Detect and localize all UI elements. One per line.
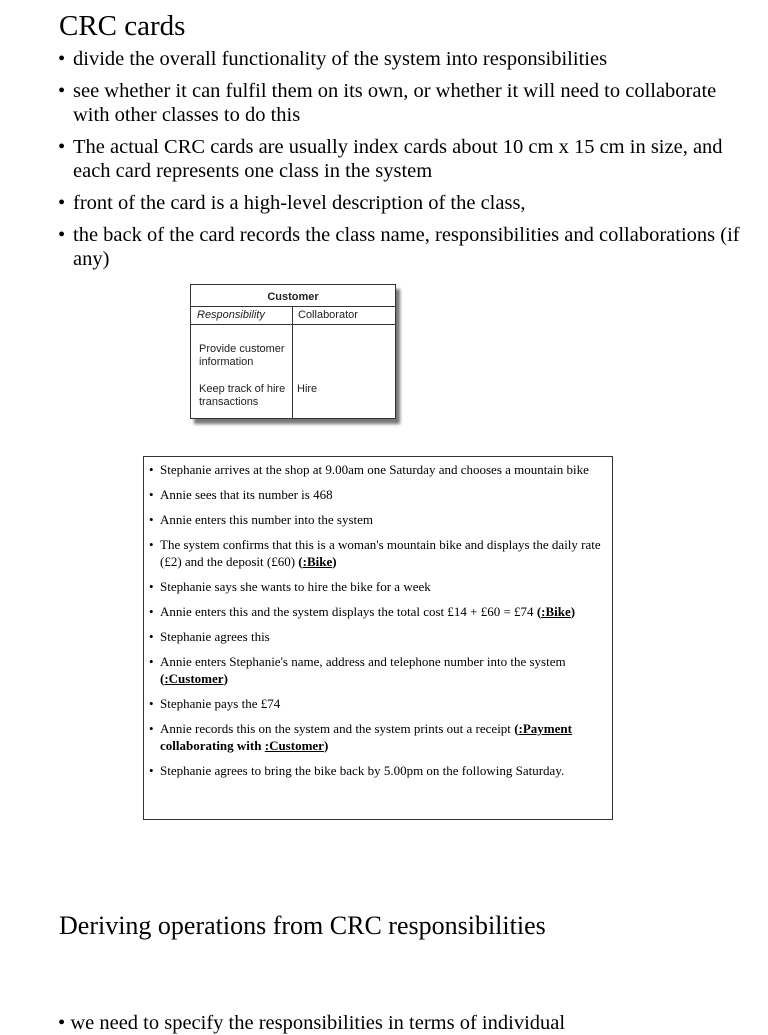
bullet-item-partial — [58, 1011, 565, 1035]
scenario-object-ref: (:Customer) — [160, 671, 228, 686]
object-name: :Bike — [541, 604, 571, 619]
crc-card-responsibility-header: Responsibility — [197, 309, 265, 321]
crc-card-header-rule — [191, 324, 395, 325]
ref-text: collaborating with — [160, 738, 262, 753]
scenario-text: Stephanie arrives at the shop at 9.00am one Saturday and chooses a mountain bike — [160, 462, 589, 477]
scenario-item — [149, 486, 604, 503]
bullet-text: see whether it can fulfil them on its own, or whether it will need to collaborate with other classes to do this — [73, 80, 717, 126]
scenario-bullet-dot: • — [149, 604, 154, 619]
scenario-bullet-dot: • — [149, 763, 154, 778]
object-name: :Customer — [264, 738, 324, 753]
bullet-list — [58, 47, 748, 279]
scenario-list — [149, 461, 604, 779]
page-title: CRC cards — [59, 10, 186, 42]
crc-card-collaborator: Hire — [297, 383, 318, 395]
scenario-object-ref: (:Payment collaborating with :Customer) — [160, 721, 572, 753]
crc-card-responsibility: Keep track of hire transactions — [199, 383, 286, 408]
bullet-dot: • — [58, 224, 66, 246]
scenario-item — [149, 536, 604, 570]
scenario-text: Annie sees that its number is 468 — [160, 487, 333, 502]
scenario-object-ref: (:Bike) — [536, 604, 576, 619]
scenario-text: Annie records this on the system and the system prints out a receipt — [160, 721, 511, 736]
scenario-item — [149, 653, 604, 687]
section-heading: Deriving operations from CRC responsibilities — [59, 911, 546, 940]
object-name: :Payment — [518, 721, 572, 736]
bullet-item — [58, 223, 748, 271]
scenario-item — [149, 578, 604, 595]
scenario-bullet-dot: • — [149, 512, 154, 527]
scenario-text: Annie enters Stephanie's name, address and telephone number into the system — [160, 654, 566, 669]
bullet-dot: • — [58, 1012, 66, 1034]
scenario-item — [149, 628, 604, 645]
bullet-item — [58, 135, 748, 183]
bullet-item — [58, 79, 748, 127]
scenario-bullet-dot: • — [149, 579, 154, 594]
scenario-text: Stephanie agrees to bring the bike back by 5.00pm on the following Saturday. — [160, 763, 565, 778]
crc-card-responsibility: Provide customer information — [199, 343, 285, 368]
bullet-text: the back of the card records the class name, responsibilities and collaborations (if any) — [73, 224, 740, 270]
object-name: :Customer — [164, 671, 224, 686]
crc-card-class-name: Customer — [191, 285, 395, 307]
bullet-dot: • — [58, 80, 66, 102]
scenario-box — [143, 456, 613, 820]
scenario-bullet-dot: • — [149, 487, 154, 502]
scenario-text: Stephanie agrees this — [160, 629, 270, 644]
scenario-text: Annie enters this and the system displays the total cost £14 + £60 = £74 — [160, 604, 534, 619]
bullet-text: we need to specify the responsibilities in terms of individual — [70, 1012, 566, 1034]
bullet-text: front of the card is a high-level description of the class, — [73, 192, 526, 214]
bullet-text: divide the overall functionality of the system into responsibilities — [73, 48, 608, 70]
crc-card-collaborator-header: Collaborator — [298, 309, 358, 321]
scenario-text: The system confirms that this is a woman's mountain bike and displays the daily rate (£2) and the deposit (£60) — [160, 537, 601, 569]
scenario-item — [149, 603, 604, 620]
scenario-item — [149, 511, 604, 528]
bullet-item — [58, 47, 748, 71]
bullet-text: The actual CRC cards are usually index cards about 10 cm x 15 cm in size, and each card represents one class in the system — [73, 136, 723, 182]
scenario-item — [149, 695, 604, 712]
scenario-bullet-dot: • — [149, 654, 154, 669]
scenario-item — [149, 461, 604, 478]
scenario-item — [149, 762, 604, 779]
bullet-dot: • — [58, 48, 66, 70]
object-name: :Bike — [302, 554, 333, 569]
crc-card-figure — [190, 284, 396, 419]
scenario-bullet-dot: • — [149, 696, 154, 711]
scenario-object-ref: (:Bike) — [298, 554, 337, 569]
bullet-dot: • — [58, 192, 66, 214]
scenario-item — [149, 720, 604, 754]
bullet-dot: • — [58, 136, 66, 158]
scenario-bullet-dot: • — [149, 721, 154, 736]
scenario-bullet-dot: • — [149, 629, 154, 644]
scenario-bullet-dot: • — [149, 537, 154, 552]
bullet-item — [58, 191, 748, 215]
scenario-bullet-dot: • — [149, 462, 154, 477]
scenario-text: Annie enters this number into the system — [160, 512, 374, 527]
scenario-text: Stephanie says she wants to hire the bike for a week — [160, 579, 431, 594]
scenario-text: Stephanie pays the £74 — [160, 696, 281, 711]
